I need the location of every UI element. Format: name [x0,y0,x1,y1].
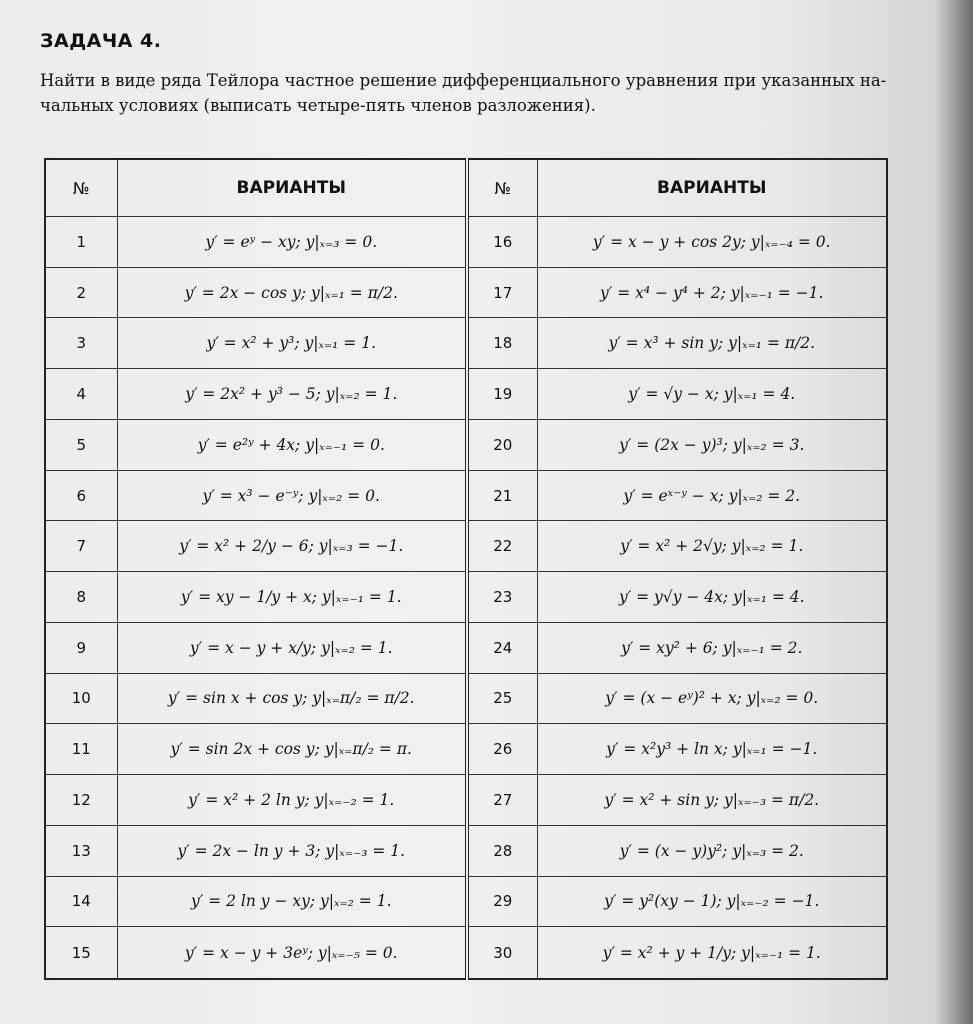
table-row [45,470,887,521]
table-row [45,369,887,420]
variant-number-cell: 17 [467,267,537,318]
variant-number-cell: 8 [45,572,117,623]
variant-number-cell: 26 [467,724,537,775]
variant-equation-cell: y′ = x² + 2√y; y|ₓ₌₂ = 1. [537,521,887,572]
variant-number-cell: 5 [45,419,117,470]
variant-number-cell: 25 [467,673,537,724]
header-num-right: № [467,159,537,217]
variant-number-cell: 9 [45,622,117,673]
variant-number-cell: 15 [45,927,117,979]
variant-number-cell: 6 [45,470,117,521]
variant-equation-cell: y′ = (x − y)y²; y|ₓ₌₃ = 2. [537,825,887,876]
variant-equation-cell: y′ = x² + 2/y − 6; y|ₓ₌₃ = −1. [117,521,467,572]
variant-equation-cell: y′ = xy² + 6; y|ₓ₌₋₁ = 2. [537,622,887,673]
variant-number-cell: 2 [45,267,117,318]
variant-equation-cell: y′ = x² + y + 1/y; y|ₓ₌₋₁ = 1. [537,927,887,979]
variants-body [45,217,887,980]
variant-equation-cell: y′ = sin x + cos y; y|ₓ₌π/₂ = π/2. [117,673,467,724]
variant-equation-cell: y′ = y√y − 4x; y|ₓ₌₁ = 4. [537,572,887,623]
variant-number-cell: 10 [45,673,117,724]
table-row [45,825,887,876]
table-row [45,724,887,775]
variant-number-cell: 14 [45,876,117,927]
variant-equation-cell: y′ = x − y + cos 2y; y|ₓ₌₋₄ = 0. [537,217,887,268]
variant-equation-cell: y′ = x − y + 3eʸ; y|ₓ₌₋₅ = 0. [117,927,467,979]
table-row [45,572,887,623]
header-variants-left: ВАРИАНТЫ [117,159,467,217]
table-row [45,419,887,470]
variant-number-cell: 29 [467,876,537,927]
variant-equation-cell: y′ = x² + y³; y|ₓ₌₁ = 1. [117,318,467,369]
variant-equation-cell: y′ = (2x − y)³; y|ₓ₌₂ = 3. [537,419,887,470]
task-statement [40,68,930,118]
header-num-left: № [45,159,117,217]
variant-number-cell: 21 [467,470,537,521]
variant-equation-cell: y′ = x² + 2 ln y; y|ₓ₌₋₂ = 1. [117,775,467,826]
variant-equation-cell: y′ = eˣ⁻ʸ − x; y|ₓ₌₂ = 2. [537,470,887,521]
variant-number-cell: 3 [45,318,117,369]
variant-number-cell: 27 [467,775,537,826]
variant-equation-cell: y′ = eʸ − xy; y|ₓ₌₃ = 0. [117,217,467,268]
statement-line-1: Найти в виде ряда Тейлора частное решение дифференциального уравнения при указанных на- [40,71,887,90]
variant-number-cell: 4 [45,369,117,420]
variant-number-cell: 1 [45,217,117,268]
variant-equation-cell: y′ = xy − 1/y + x; y|ₓ₌₋₁ = 1. [117,572,467,623]
table-row [45,927,887,979]
table-row [45,267,887,318]
variant-equation-cell: y′ = sin 2x + cos y; y|ₓ₌π/₂ = π. [117,724,467,775]
task-title: ЗАДАЧА 4. [40,30,162,52]
variant-number-cell: 30 [467,927,537,979]
variant-equation-cell: y′ = e²ʸ + 4x; y|ₓ₌₋₁ = 0. [117,419,467,470]
variant-equation-cell: y′ = 2 ln y − xy; y|ₓ₌₂ = 1. [117,876,467,927]
variant-equation-cell: y′ = 2x − ln y + 3; y|ₓ₌₋₃ = 1. [117,825,467,876]
variant-equation-cell: y′ = y²(xy − 1); y|ₓ₌₋₂ = −1. [537,876,887,927]
variant-number-cell: 11 [45,724,117,775]
table-row [45,673,887,724]
table-row [45,217,887,268]
variants-table [44,158,888,980]
table-header-row [45,159,887,217]
variant-equation-cell: y′ = 2x − cos y; y|ₓ₌₁ = π/2. [117,267,467,318]
variant-equation-cell: y′ = x² + sin y; y|ₓ₌₋₃ = π/2. [537,775,887,826]
variant-number-cell: 18 [467,318,537,369]
variant-number-cell: 23 [467,572,537,623]
variant-number-cell: 28 [467,825,537,876]
variant-equation-cell: y′ = x⁴ − y⁴ + 2; y|ₓ₌₋₁ = −1. [537,267,887,318]
variant-equation-cell: y′ = 2x² + y³ − 5; y|ₓ₌₂ = 1. [117,369,467,420]
variant-number-cell: 22 [467,521,537,572]
table-row [45,521,887,572]
variant-number-cell: 13 [45,825,117,876]
variant-equation-cell: y′ = x³ − e⁻ʸ; y|ₓ₌₂ = 0. [117,470,467,521]
variant-number-cell: 12 [45,775,117,826]
variant-equation-cell: y′ = x − y + x/y; y|ₓ₌₂ = 1. [117,622,467,673]
table-row [45,876,887,927]
variant-equation-cell: y′ = (x − eʸ)² + x; y|ₓ₌₂ = 0. [537,673,887,724]
variant-number-cell: 19 [467,369,537,420]
table-row [45,775,887,826]
statement-line-2: чальных условиях (выписать четыре-пять членов разложения). [40,96,596,115]
variant-equation-cell: y′ = x²y³ + ln x; y|ₓ₌₁ = −1. [537,724,887,775]
header-variants-right: ВАРИАНТЫ [537,159,887,217]
variant-number-cell: 16 [467,217,537,268]
variant-equation-cell: y′ = x³ + sin y; y|ₓ₌₁ = π/2. [537,318,887,369]
variant-equation-cell: y′ = √y − x; y|ₓ₌₁ = 4. [537,369,887,420]
variant-number-cell: 24 [467,622,537,673]
variant-number-cell: 7 [45,521,117,572]
variant-number-cell: 20 [467,419,537,470]
table-row [45,622,887,673]
table-row [45,318,887,369]
